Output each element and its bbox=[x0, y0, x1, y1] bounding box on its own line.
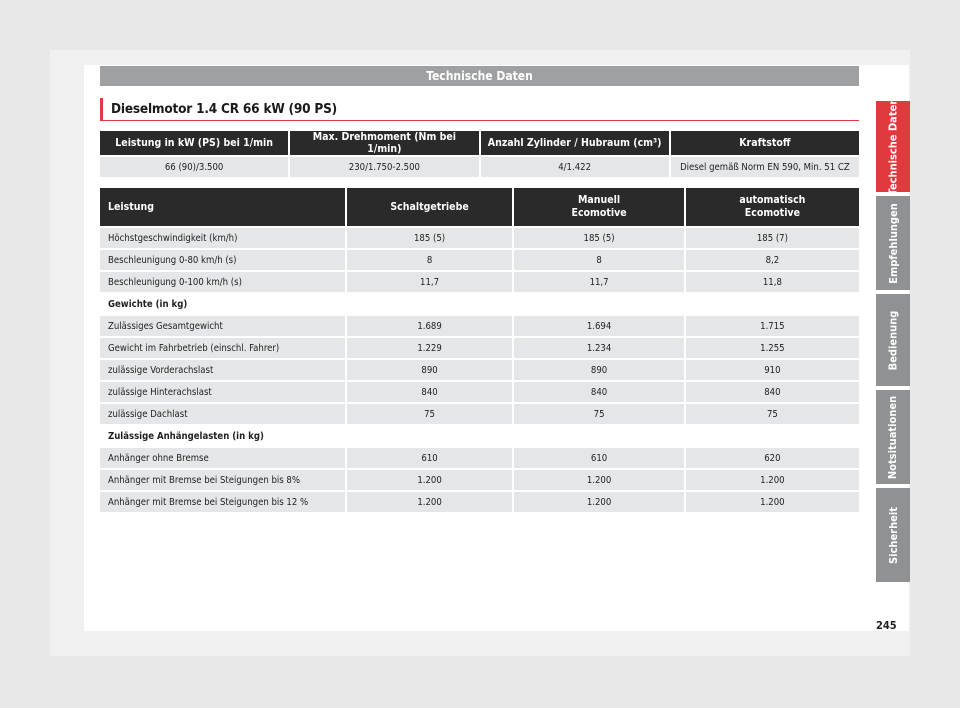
table-cell: 910 bbox=[686, 360, 859, 380]
side-tab-notsituationen[interactable] bbox=[876, 390, 910, 484]
table-row bbox=[100, 250, 859, 270]
table-cell: 890 bbox=[514, 360, 683, 380]
table-row bbox=[100, 228, 859, 248]
table-cell: 75 bbox=[347, 404, 513, 424]
table-cell: 840 bbox=[514, 382, 683, 402]
engine-specs-table bbox=[98, 129, 861, 179]
table-cell: Zulässiges Gesamtgewicht bbox=[100, 316, 345, 336]
table-cell: 890 bbox=[347, 360, 513, 380]
table-cell: 11,7 bbox=[347, 272, 513, 292]
table-row bbox=[100, 157, 859, 177]
table-row bbox=[100, 316, 859, 336]
section-heading: Gewichte (in kg) bbox=[100, 294, 859, 314]
table-header-cell: Leistung bbox=[100, 188, 345, 226]
table-cell: Anhänger mit Bremse bei Steigungen bis 8% bbox=[100, 470, 345, 490]
table-cell: 4/1.422 bbox=[481, 157, 669, 177]
header-line: Ecomotive bbox=[571, 207, 627, 219]
table-cell: 185 (5) bbox=[347, 228, 513, 248]
table-cell: zulässige Vorderachslast bbox=[100, 360, 345, 380]
side-tab-sicherheit[interactable] bbox=[876, 488, 910, 582]
section-title: Dieselmotor 1.4 CR 66 kW (90 PS) bbox=[111, 101, 338, 117]
side-tab-label: Sicherheit bbox=[886, 506, 900, 564]
table-cell: 1.200 bbox=[686, 492, 859, 512]
table-header-row bbox=[100, 131, 859, 155]
performance-table bbox=[98, 186, 861, 514]
table-cell: 1.200 bbox=[347, 470, 513, 490]
table-cell: 620 bbox=[686, 448, 859, 468]
header-line: Manuell bbox=[578, 194, 621, 206]
table-cell: zulässige Dachlast bbox=[100, 404, 345, 424]
table-cell: 610 bbox=[514, 448, 683, 468]
table-row bbox=[100, 272, 859, 292]
section-row bbox=[100, 426, 859, 446]
table-header-cell: Max. Drehmoment (Nm bei 1/min) bbox=[290, 131, 478, 155]
section-heading: Zulässige Anhängelasten (in kg) bbox=[100, 426, 859, 446]
table-row bbox=[100, 448, 859, 468]
table-cell: Gewicht im Fahrbetrieb (einschl. Fahrer) bbox=[100, 338, 345, 358]
table-cell: 1.229 bbox=[347, 338, 513, 358]
table-cell: 11,8 bbox=[686, 272, 859, 292]
table-row bbox=[100, 338, 859, 358]
table-cell: 1.715 bbox=[686, 316, 859, 336]
table-cell: Beschleunigung 0-100 km/h (s) bbox=[100, 272, 345, 292]
table-cell: 11,7 bbox=[514, 272, 683, 292]
table-row bbox=[100, 382, 859, 402]
table-cell: 8,2 bbox=[686, 250, 859, 270]
title-accent-mark bbox=[100, 98, 103, 120]
section-title-bar bbox=[100, 98, 859, 121]
table-cell: 840 bbox=[347, 382, 513, 402]
table-cell: Diesel gemäß Norm EN 590, Min. 51 CZ bbox=[671, 157, 859, 177]
table-header-cell: Kraftstoff bbox=[671, 131, 859, 155]
side-tab-empfehlungen[interactable] bbox=[876, 196, 910, 290]
table-cell: Beschleunigung 0-80 km/h (s) bbox=[100, 250, 345, 270]
table-header-cell bbox=[686, 188, 859, 226]
page-number: 245 bbox=[876, 619, 897, 632]
side-tab-label: Technische Daten bbox=[886, 97, 900, 196]
table-cell: 8 bbox=[347, 250, 513, 270]
table-row bbox=[100, 360, 859, 380]
chapter-header bbox=[100, 66, 859, 86]
table-header-cell: Leistung in kW (PS) bei 1/min bbox=[100, 131, 288, 155]
side-tab-label: Notsituationen bbox=[886, 395, 900, 479]
table-cell: 1.689 bbox=[347, 316, 513, 336]
chapter-header-label: Technische Daten bbox=[426, 69, 533, 83]
table-cell: 840 bbox=[686, 382, 859, 402]
side-tab-label: Empfehlungen bbox=[886, 202, 900, 284]
table-cell: 610 bbox=[347, 448, 513, 468]
table-cell: 75 bbox=[686, 404, 859, 424]
table-cell: zulässige Hinterachslast bbox=[100, 382, 345, 402]
table-header-cell: Anzahl Zylinder / Hubraum (cm³) bbox=[481, 131, 669, 155]
table-header-row bbox=[100, 188, 859, 226]
table-cell: 1.200 bbox=[514, 492, 683, 512]
table-cell: 185 (7) bbox=[686, 228, 859, 248]
side-tab-technische-daten[interactable] bbox=[876, 97, 910, 196]
header-line: Ecomotive bbox=[744, 207, 800, 219]
side-tab-label: Bedienung bbox=[886, 310, 900, 370]
table-cell: 230/1.750-2.500 bbox=[290, 157, 478, 177]
table-header-cell bbox=[514, 188, 683, 226]
header-line: automatisch bbox=[739, 194, 806, 206]
table-cell: 66 (90)/3.500 bbox=[100, 157, 288, 177]
table-cell: 1.200 bbox=[514, 470, 683, 490]
table-cell: 1.255 bbox=[686, 338, 859, 358]
table-cell: 1.234 bbox=[514, 338, 683, 358]
table-cell: Anhänger ohne Bremse bbox=[100, 448, 345, 468]
table-cell: 185 (5) bbox=[514, 228, 683, 248]
section-row bbox=[100, 294, 859, 314]
table-cell: Anhänger mit Bremse bei Steigungen bis 12 % bbox=[100, 492, 345, 512]
table-cell: 1.200 bbox=[347, 492, 513, 512]
table-cell: 1.694 bbox=[514, 316, 683, 336]
table-row bbox=[100, 492, 859, 512]
table-cell: 75 bbox=[514, 404, 683, 424]
table-cell: Höchstgeschwindigkeit (km/h) bbox=[100, 228, 345, 248]
table-cell: 8 bbox=[514, 250, 683, 270]
table-row bbox=[100, 470, 859, 490]
side-tab-bedienung[interactable] bbox=[876, 294, 910, 386]
table-row bbox=[100, 404, 859, 424]
table-header-cell: Schaltgetriebe bbox=[347, 188, 513, 226]
table-cell: 1.200 bbox=[686, 470, 859, 490]
